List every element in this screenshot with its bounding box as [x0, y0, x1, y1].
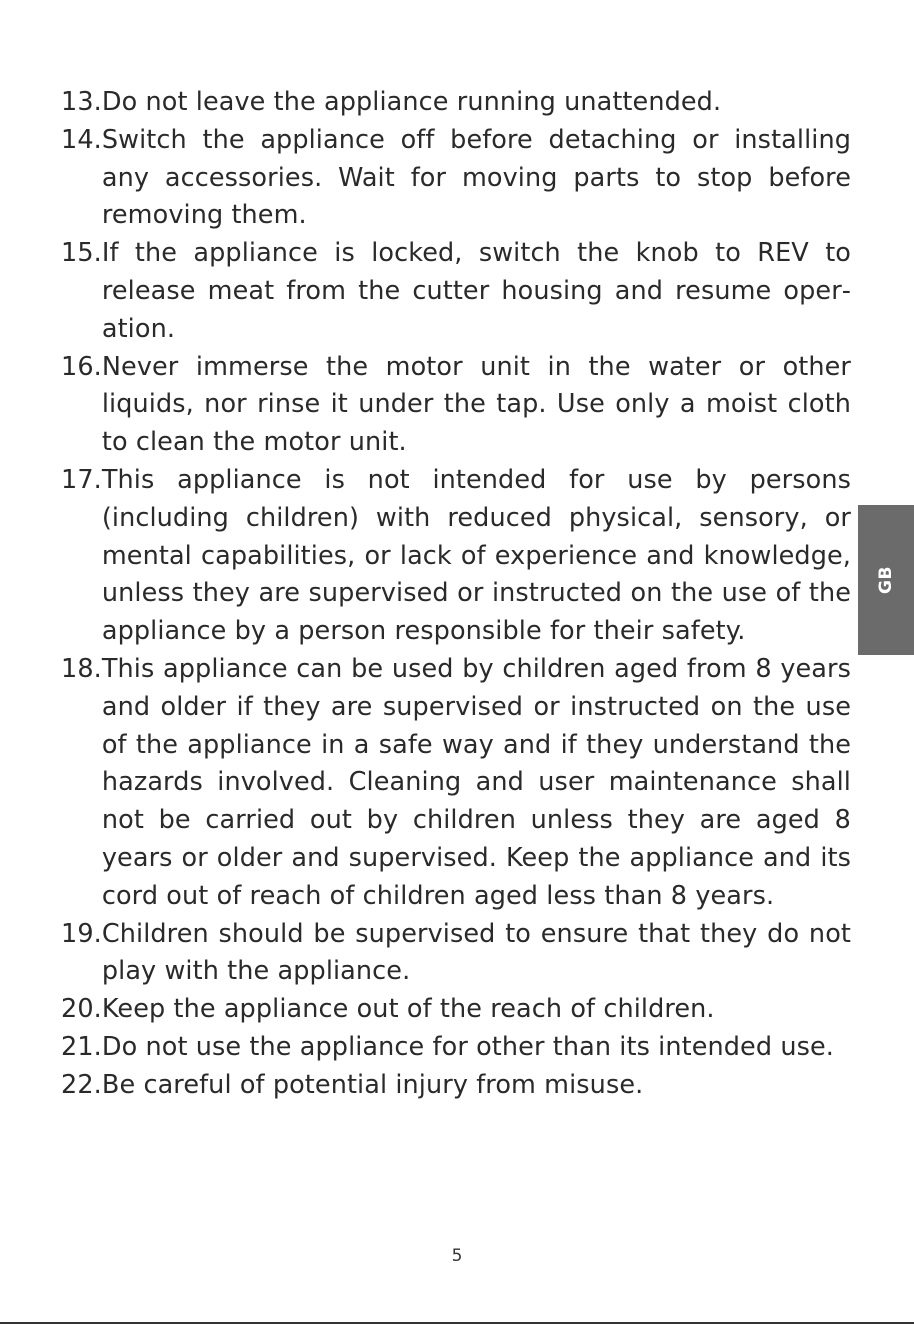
item-text: Do not leave the appliance running unattended. [101, 87, 722, 117]
item-number: 22. [61, 1069, 102, 1100]
item-text: Do not use the appliance for other than its intended use. [101, 1031, 834, 1062]
item-number: 18. [61, 653, 102, 684]
page-number: 5 [451, 1246, 463, 1266]
item-number: 14. [61, 124, 102, 155]
list-item [61, 122, 851, 235]
item-text: Never immerse the motor unit in the water or other liquids, nor rinse it under the tap. Use only a moist cloth to clean the motor unit. [101, 351, 851, 458]
list-item [61, 349, 851, 462]
list-item [61, 84, 851, 122]
list-item [61, 235, 851, 348]
item-text: Keep the appliance out of the reach of children. [101, 994, 715, 1025]
list-item [61, 651, 851, 916]
item-text: This appliance is not intended for use by persons (including children) with reduced physical, sensory, or mental capabilities, or lack of experience and knowledge, unless they are supervised or instructed on the use of the appliance by a person responsible for their safety. [101, 464, 851, 647]
item-text: Switch the appliance off before detaching or installing any accessories. Wait for moving parts to stop before removing them. [101, 124, 851, 231]
item-number: 20. [61, 994, 102, 1025]
item-number: 13. [61, 87, 102, 117]
list-item [61, 991, 851, 1029]
item-text: Children should be supervised to ensure that they do not play with the appliance. [101, 918, 851, 987]
item-text: If the appliance is locked, switch the knob to REV to release meat from the cutter housing and resume operation. [101, 238, 851, 344]
list-item [61, 462, 851, 651]
list-item [61, 916, 851, 992]
item-number: 15. [61, 238, 102, 269]
item-number: 16. [61, 351, 102, 382]
language-tab [858, 505, 914, 655]
item-number: 21. [61, 1031, 102, 1062]
list-item [61, 1067, 851, 1105]
item-text: Be careful of potential injury from misuse. [101, 1069, 644, 1100]
item-number: 19. [61, 918, 102, 949]
item-number: 17. [61, 464, 102, 495]
instructions-list [61, 84, 851, 1105]
list-item [61, 1029, 851, 1067]
language-tab-label: GB [876, 566, 896, 594]
item-text: This appliance can be used by children aged from 8 years and older if they are supervised or instructed on the use of the appliance in a safe way and if they understand the hazards involved. Cleaning and user maintenance shall not be carried out by children unless they are aged 8 years or older and supervised. Keep the appliance and its cord out of reach of children aged less than 8 years. [101, 653, 851, 911]
